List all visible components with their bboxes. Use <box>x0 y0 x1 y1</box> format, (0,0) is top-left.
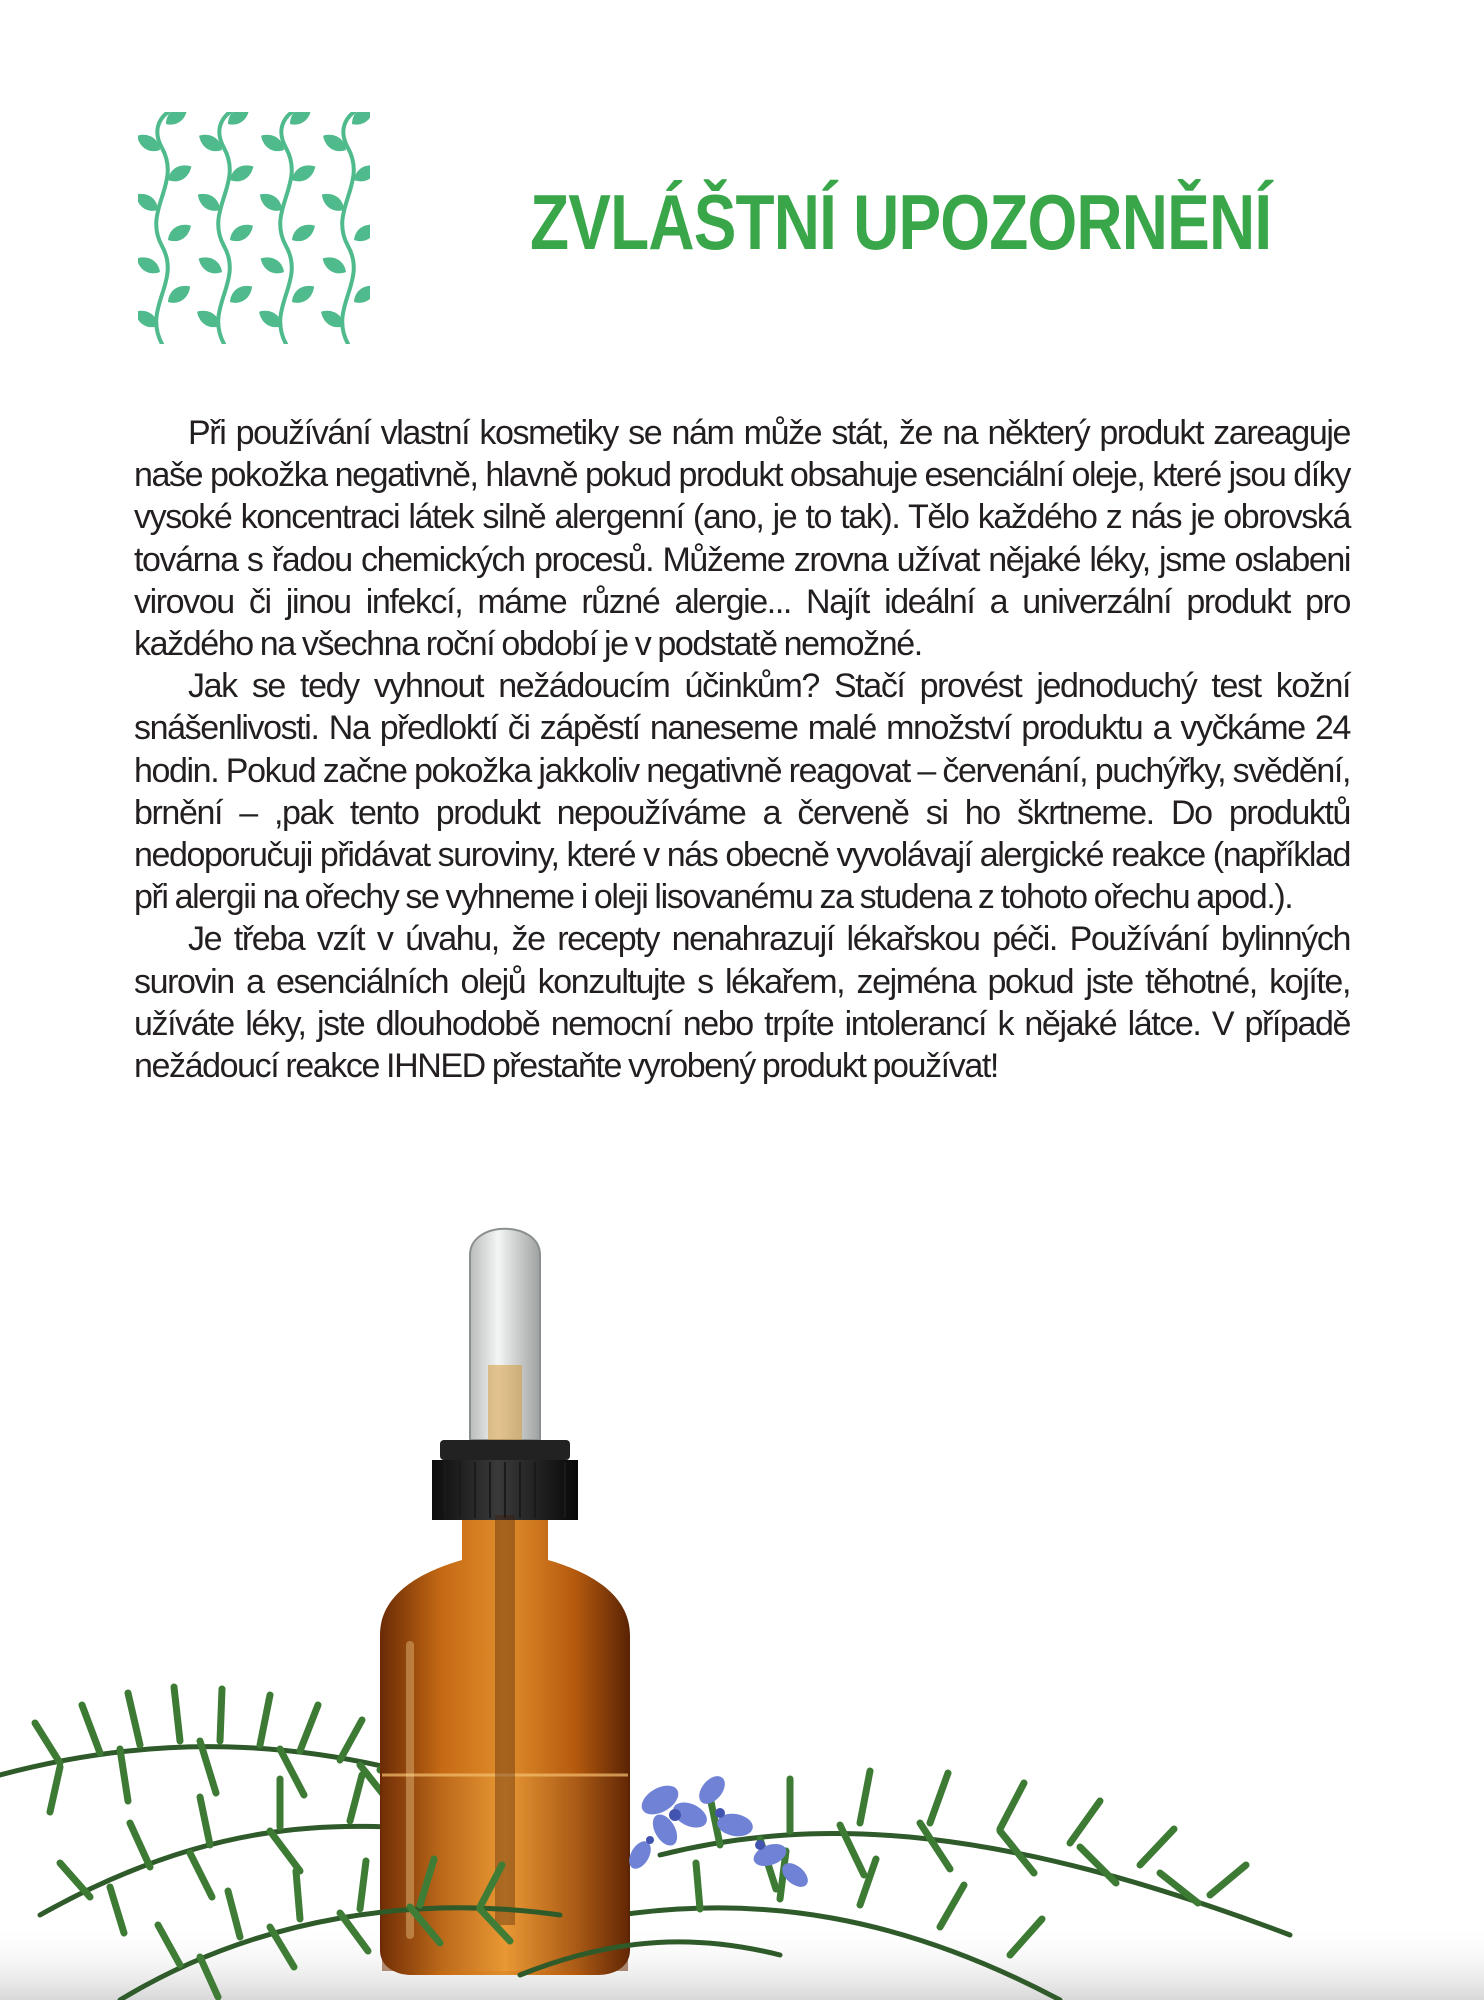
paragraph-1: Při používání vlastní kosmetiky se nám může stát, že na některý produkt zareaguje naše pokožka negativně, hlavně pokud produkt obsahuje esenciální oleje, které jsou díky vysoké koncentraci látek silně alergenní (ano, je to tak). Tělo každého z nás je obrovská továrna s řadou chemických procesů. Můžeme zrovna užívat nějaké léky, jsme oslabeni virovou či jinou infekcí, máme různé alergie... Najít ideální a univerzální produkt pro každého na všechna roční období je v podstatě nemožné. <box>134 414 1350 664</box>
paragraph-3: Je třeba vzít v úvahu, že recepty nenahrazují lékařskou péči. Používání bylinných surovin a esenciálních olejů konzultujte s lékařem, zejména pokud jste těhotné, kojíte, užíváte léky, jste dlouhodobě nemocní nebo trpíte intolerancí k nějaké látce. V případě nežádoucí reakce IHNED přestaňte vyrobený produkt používat! <box>134 920 1350 1086</box>
leaf-ornament-icon <box>138 112 370 344</box>
essential-oil-bottle-photo <box>0 1215 1484 2000</box>
paragraph-2: Jak se tedy vyhnout nežádoucím účinkům? Stačí provést jednoduchý test kožní snášenlivosti. Na předloktí či zápěstí naneseme malé množství produktu a vyčkáme 24 hodin. Pokud začne pokožka jakkoliv negativně reagovat – červenání, puchýřky, svědění, brnění – ,pak tento produkt nepoužíváme a červeně si ho škrtneme. Do produktů nedoporučuji přidávat suroviny, které v nás obecně vyvolávají alergické reakce (například při alergii na ořechy se vyhneme i oleji lisovanému za studena z tohoto ořechu apod.). <box>134 667 1350 917</box>
page-title: ZVLÁŠTNÍ UPOZORNĚNÍ <box>530 178 1272 266</box>
body-text <box>134 412 1350 1087</box>
